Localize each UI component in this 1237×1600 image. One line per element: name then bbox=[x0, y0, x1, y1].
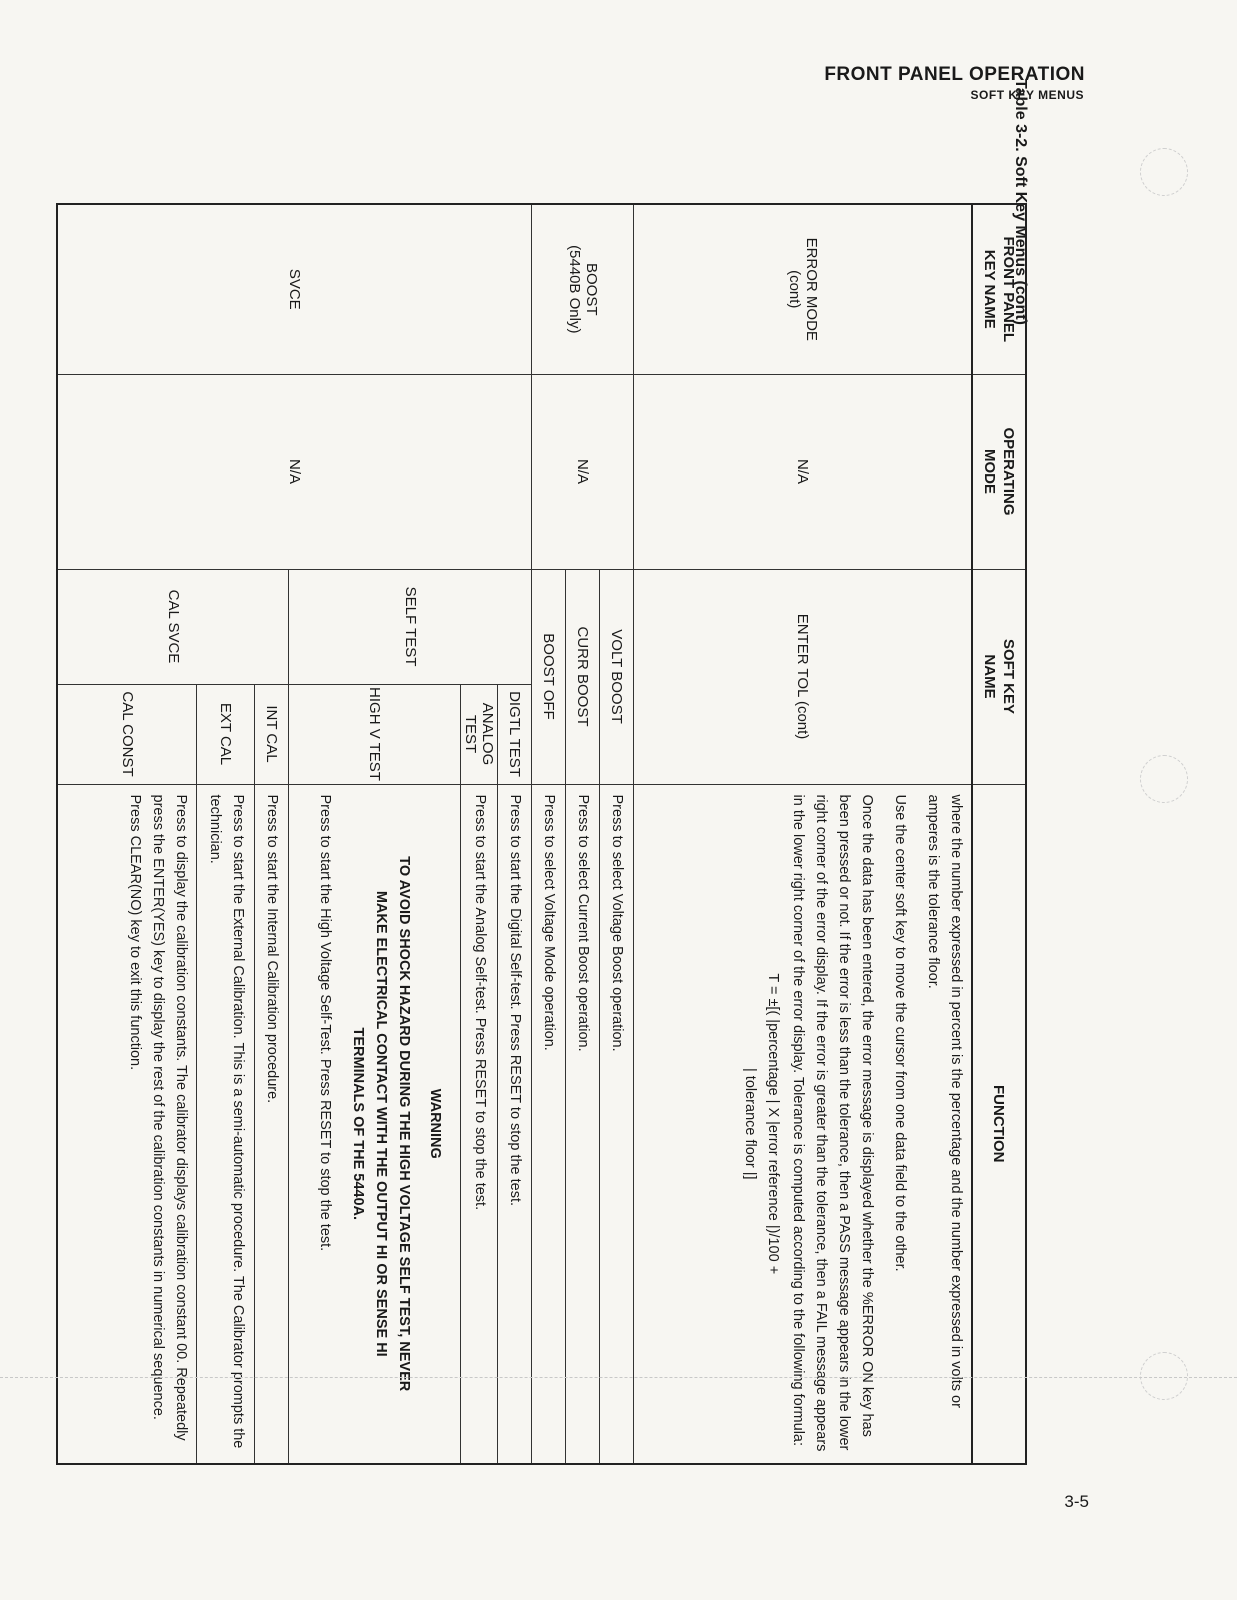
func-int-cal: Press to start the Internal Calibration procedure. bbox=[255, 784, 289, 1464]
table-row-digtl-test bbox=[498, 204, 532, 1464]
func-volt-boost: Press to select Voltage Boost operation. bbox=[600, 784, 634, 1464]
mode-svce: N/A bbox=[57, 374, 532, 569]
soft-self-test: SELF TEST bbox=[289, 569, 532, 684]
soft-cal-const: CAL CONST bbox=[57, 684, 197, 784]
key-boost: BOOST (5440B Only) bbox=[532, 204, 634, 374]
punch-hole-bottom bbox=[1140, 1352, 1188, 1400]
soft-enter-tol: ENTER TOL (cont) bbox=[634, 569, 972, 784]
key-svce: SVCE bbox=[57, 204, 532, 374]
section-subtitle: SOFT KEY MENUS bbox=[970, 88, 1084, 102]
soft-volt-boost: VOLT BOOST bbox=[600, 569, 634, 784]
soft-boost-off: BOOST OFF bbox=[532, 569, 566, 784]
func-high-v-test-text: Press to start the High Voltage Self-Test. Press RESET to stop the test. bbox=[317, 794, 334, 1252]
soft-cal-svce: CAL SVCE bbox=[57, 569, 289, 684]
func-enter-tol-p1: where the number expressed in percent is the percentage and the number expressed in volts or amperes is the tolerance floor. bbox=[925, 794, 964, 1408]
func-enter-tol bbox=[634, 784, 972, 1464]
func-ext-cal: Press to start the External Calibration. This is a semi-automatic procedure. The Calibrator prompts the technician. bbox=[197, 784, 255, 1464]
func-curr-boost: Press to select Current Boost operation. bbox=[566, 784, 600, 1464]
mode-boost: N/A bbox=[532, 374, 634, 569]
func-analog-test: Press to start the Analog Self-test. Press RESET to stop the test. bbox=[461, 784, 498, 1464]
soft-key-menus-table bbox=[56, 203, 1027, 1465]
scan-fold-line bbox=[0, 1377, 1237, 1378]
soft-ext-cal: EXT CAL bbox=[197, 684, 255, 784]
func-cal-const: Press to display the calibration constants. The calibrator displays calibration constant 00. Repeatedly press the ENTER(YES) key to display the rest of the calibration constants in numerical sequence. Press CLEAR(NO) key to exit this function. bbox=[57, 784, 197, 1464]
func-high-v-test bbox=[289, 784, 461, 1464]
func-enter-tol-p3: Once the data has been entered, the error message is displayed whether the %ERROR ON key has been pressed or not. If the error is less than the tolerance, then a PASS message appears in the lower right corner of the error display. If the error is greater than the tolerance, then a FAIL message appears in the lower right corner of the error display. Tolerance is computed according to the following formula: T = ±[( |percentage | X |error reference |)/100 + | tolerance floor |] bbox=[738, 795, 878, 1454]
soft-analog-test: ANALOG TEST bbox=[461, 684, 498, 784]
col-function: FUNCTION bbox=[972, 784, 1026, 1464]
soft-curr-boost: CURR BOOST bbox=[566, 569, 600, 784]
soft-digtl-test: DIGTL TEST bbox=[498, 684, 532, 784]
section-title: FRONT PANEL OPERATION bbox=[824, 64, 1085, 85]
tolerance-formula: T = ±[( |percentage | X |error reference |)/100 + | tolerance floor |] bbox=[742, 973, 781, 1275]
col-soft-key-name: SOFT KEY NAME bbox=[972, 569, 1026, 784]
page-number: 3-5 bbox=[1064, 1492, 1089, 1511]
func-digtl-test: Press to start the Digital Self-test. Press RESET to stop the test. bbox=[498, 784, 532, 1464]
table-caption: Table 3-2. Soft Key Menus (cont) bbox=[1012, 79, 1029, 325]
mode-error-mode: N/A bbox=[634, 374, 972, 569]
func-enter-tol-p2: Use the center soft key to move the cursor from one data field to the other. bbox=[892, 794, 908, 1272]
punch-hole-middle bbox=[1140, 755, 1188, 803]
warning-title: WARNING bbox=[427, 1088, 444, 1159]
func-boost-off: Press to select Voltage Mode operation. bbox=[532, 784, 566, 1464]
col-front-panel-key-name: FRONT PANEL KEY NAME bbox=[972, 204, 1026, 374]
warning-text: TO AVOID SHOCK HAZARD DURING THE HIGH VOLTAGE SELF TEST, NEVER MAKE ELECTRICAL CONTACT WITH THE OUTPUT HI OR SENSE HI TERMINALS OF THE 5440A. bbox=[350, 856, 413, 1392]
col-operating-mode: OPERATING MODE bbox=[972, 374, 1026, 569]
soft-high-v-test: HIGH V TEST bbox=[289, 684, 461, 784]
table-header-row bbox=[972, 204, 1026, 1464]
soft-int-cal: INT CAL bbox=[255, 684, 289, 784]
table-row-error-mode bbox=[634, 204, 972, 1464]
key-error-mode: ERROR MODE (cont) bbox=[634, 204, 972, 374]
soft-key-table-wrapper bbox=[69, 203, 1027, 1463]
punch-hole-top bbox=[1140, 148, 1188, 196]
table-row-volt-boost bbox=[600, 204, 634, 1464]
